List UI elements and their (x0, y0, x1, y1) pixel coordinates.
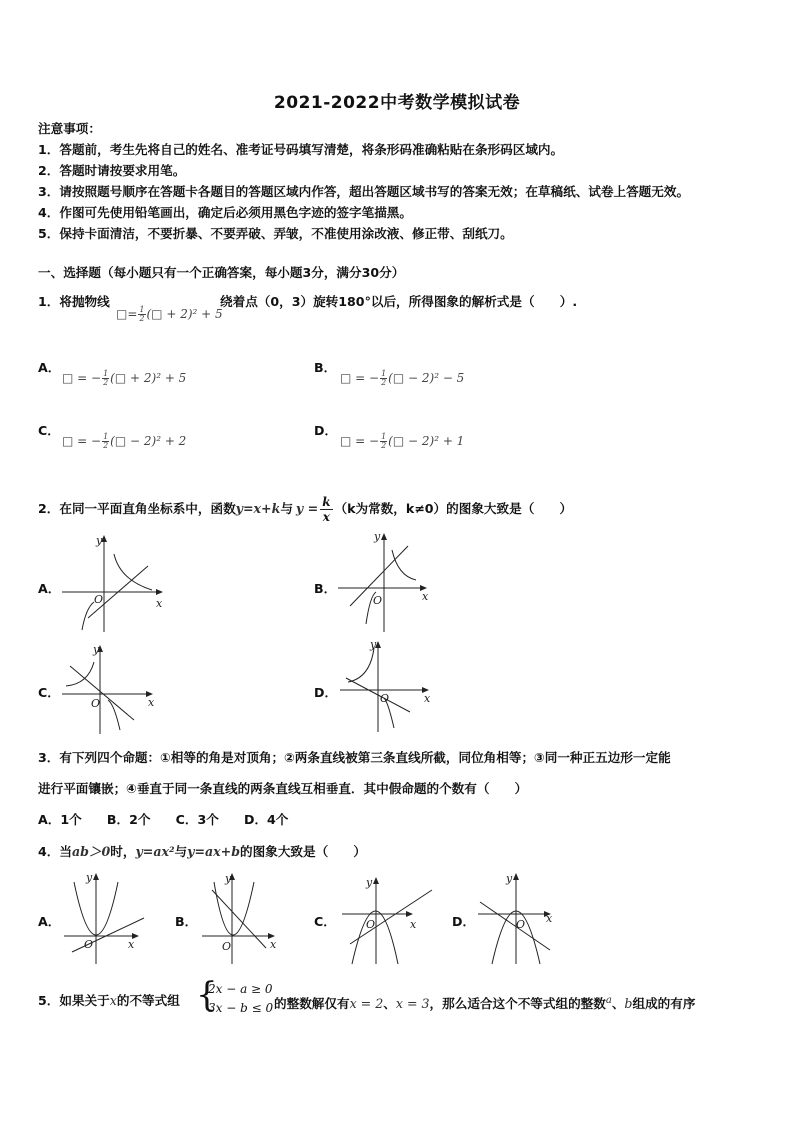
q4-d-x-label: x (546, 912, 553, 925)
notice-item-5: 5．保持卡面清洁，不要折暴、不要弄破、弄皱，不准使用涂改液、修正带、刮纸刀。 (38, 226, 513, 241)
q1-option-a-formula (62, 370, 186, 387)
q1-given-frac (138, 306, 145, 323)
q4-f1: y=ax² (135, 844, 175, 859)
q2-mid: 与 (280, 501, 293, 516)
notice-heading: 注意事项： (38, 121, 101, 136)
q5-sep2: 、 (611, 996, 625, 1012)
q4-option-d-label: D． (452, 914, 476, 929)
q2-f2-num: k (322, 495, 331, 509)
q2-prefix: 2．在同一平面直角坐标系中，函数 (38, 501, 236, 516)
q1-option-d-label: D． (314, 423, 338, 438)
q4-prefix: 4．当 (38, 844, 72, 859)
q2-b-origin-label: O (373, 594, 383, 607)
q1-b-frac (380, 370, 387, 387)
q5-sol1: x = 2 (349, 996, 384, 1012)
q1-b-lhs: □ = − (340, 371, 380, 385)
q1-c-lhs: □ = − (62, 434, 102, 448)
q1-given-frac-num: 1 (139, 305, 145, 314)
q2-option-b-label: B． (314, 581, 337, 596)
q4-mid2: 与 (174, 844, 188, 859)
q3-options: A．1个 B．2个 C．3个 D．4个 (38, 812, 289, 827)
q4-a-y-label: y (86, 871, 93, 884)
q2-a-y-label: y (96, 534, 103, 547)
q1-a-num: 1 (103, 369, 109, 378)
q1-given-rhs: (□ + 2)² + 5 (146, 307, 223, 321)
q1-c-rhs: (□ − 2)² + 2 (110, 434, 187, 448)
q1-d-lhs: □ = − (340, 434, 380, 448)
q4-b-y-label: y (225, 872, 232, 885)
q5-rest (274, 993, 695, 1012)
q2-c-y-label: y (93, 643, 100, 656)
q4-a-origin-label: O (84, 938, 94, 951)
q3-line-2: 进行平面镶嵌；④垂直于同一条直线的两条直线互相垂直．其中假命题的个数有（ ） (38, 781, 528, 796)
q4-option-a-label: A． (38, 914, 61, 929)
notice-item-1: 1．答题前，考生先将自己的姓名、准考证号码填写清楚，将条形码准确粘贴在条形码区域内。 (38, 142, 564, 157)
q4-b-x-label: x (270, 938, 277, 951)
q4-c-origin-label: O (366, 918, 376, 931)
q4-graph-c (340, 868, 440, 968)
q1-option-c-formula (62, 433, 186, 450)
q1-b-den: 2 (381, 378, 387, 387)
q1-a-lhs: □ = − (62, 371, 102, 385)
q4-graph-a (62, 868, 152, 968)
q5-mid1: 的不等式组 (116, 993, 180, 1008)
q5-prefix: 5．如果关于 (38, 993, 110, 1008)
q4-graph-b (200, 868, 290, 968)
q2-f2-den: x (322, 510, 330, 524)
q4-c-y-label: y (366, 876, 373, 889)
q2-a-origin-label: O (94, 593, 104, 606)
q5-var: x (109, 993, 117, 1008)
notice-item-3: 3．请按照题号顺序在答题卡各题目的答题区域内作答，超出答题区域书写的答案无效；在草稿纸、试卷上答题无效。 (38, 184, 690, 199)
q5-ineq-2: 3x − b ≤ 0 (208, 1001, 274, 1015)
q3-line-1: 3．有下列四个命题：①相等的角是对顶角；②两条直线被第三条直线所截，同位角相等；③同一种正五边形一定能 (38, 750, 671, 765)
q2-graph-c (60, 640, 170, 736)
q1-option-b-label: B． (314, 360, 337, 375)
q1-given-frac-den: 2 (139, 314, 145, 323)
q2-option-a-label: A． (38, 581, 61, 596)
q2-c-x-label: x (148, 696, 155, 709)
notice-item-4: 4．作图可先使用铅笔画出，确定后必须用黑色字迹的签字笔描黑。 (38, 205, 412, 220)
q1-suffix: 绕着点（0，3）旋转180°以后，所得图象的解析式是（ ）. (220, 294, 578, 309)
q2-d-x-label: x (424, 692, 431, 705)
q4-d-origin-label: O (516, 918, 526, 931)
q1-option-c-label: C． (38, 423, 60, 438)
q5-ineq-1: 2x − a ≥ 0 (208, 982, 273, 996)
q2-d-origin-label: O (380, 692, 390, 705)
q1-a-rhs: (□ + 2)² + 5 (110, 371, 187, 385)
q1-c-frac (102, 433, 109, 450)
page-title: 2021-2022中考数学模拟试卷 (273, 93, 521, 113)
q2-option-c-label: C． (38, 685, 60, 700)
q4-mid1: 时， (110, 844, 136, 859)
q5-b: b (624, 996, 633, 1012)
q5-prefix-text (38, 993, 180, 1009)
q4-option-b-label: B． (175, 914, 198, 929)
q2-b-y-label: y (374, 530, 381, 543)
q4-d-y-label: y (506, 872, 513, 885)
q5-sep: 、 (383, 996, 396, 1012)
q1-c-num: 1 (103, 432, 109, 441)
q1-c-den: 2 (103, 441, 109, 450)
q5-sol2: x = 3 (395, 996, 430, 1012)
q2-graph-b (336, 532, 446, 636)
q4-stem (38, 844, 366, 860)
q1-option-b-formula (340, 370, 464, 387)
q1-a-den: 2 (103, 378, 109, 387)
q5-a: a (605, 995, 612, 1006)
q2-graph-d (338, 636, 448, 736)
q2-a-x-label: x (156, 597, 163, 610)
q1-prefix: 1．将抛物线 (38, 294, 110, 309)
q1-option-a-label: A． (38, 360, 61, 375)
q1-a-frac (102, 370, 109, 387)
q4-graph-d (476, 868, 566, 968)
q5-mid2: 的整数解仅有 (274, 996, 350, 1012)
notice-item-2: 2．答题时请按要求用笔。 (38, 163, 186, 178)
q2-f2-frac (320, 495, 332, 524)
q4-option-c-label: C． (314, 914, 336, 929)
q1-option-d-formula (340, 433, 464, 450)
q1-d-num: 1 (381, 432, 387, 441)
q2-f1: y=x+k (235, 501, 281, 516)
q2-option-d-label: D． (314, 685, 338, 700)
q1-d-frac (380, 433, 387, 450)
q1-d-den: 2 (381, 441, 387, 450)
q2-graph-a (60, 532, 170, 636)
q5-system-brace: { (196, 975, 218, 1015)
q2-c-origin-label: O (91, 697, 101, 710)
q1-b-num: 1 (381, 369, 387, 378)
q1-given-lhs: □= (116, 307, 138, 321)
q5-suffix: 组成的有序 (632, 996, 696, 1012)
q4-b-origin-label: O (222, 940, 232, 953)
q4-suffix: 的图象大致是（ ） (240, 844, 366, 859)
q2-b-x-label: x (422, 590, 429, 603)
section-heading: 一、选择题（每小题只有一个正确答案，每小题3分，满分30分） (38, 265, 405, 280)
q4-c-x-label: x (410, 918, 417, 931)
q5-mid3: ，那么适合这个不等式组的整数 (429, 996, 606, 1012)
q2-d-y-label: y (370, 638, 377, 651)
q1-d-rhs: (□ − 2)² + 1 (388, 434, 465, 448)
q4-a-x-label: x (128, 938, 135, 951)
q2-stem (38, 495, 572, 524)
q2-suffix: （k为常数，k≠0）的图象大致是（ ） (334, 501, 573, 516)
q1-b-rhs: (□ − 2)² − 5 (388, 371, 465, 385)
q1-given-formula (116, 306, 223, 323)
q2-f2-lhs: y = (295, 501, 319, 516)
q4-cond: ab＞0 (71, 844, 111, 859)
q4-f2: y=ax+b (187, 844, 241, 859)
